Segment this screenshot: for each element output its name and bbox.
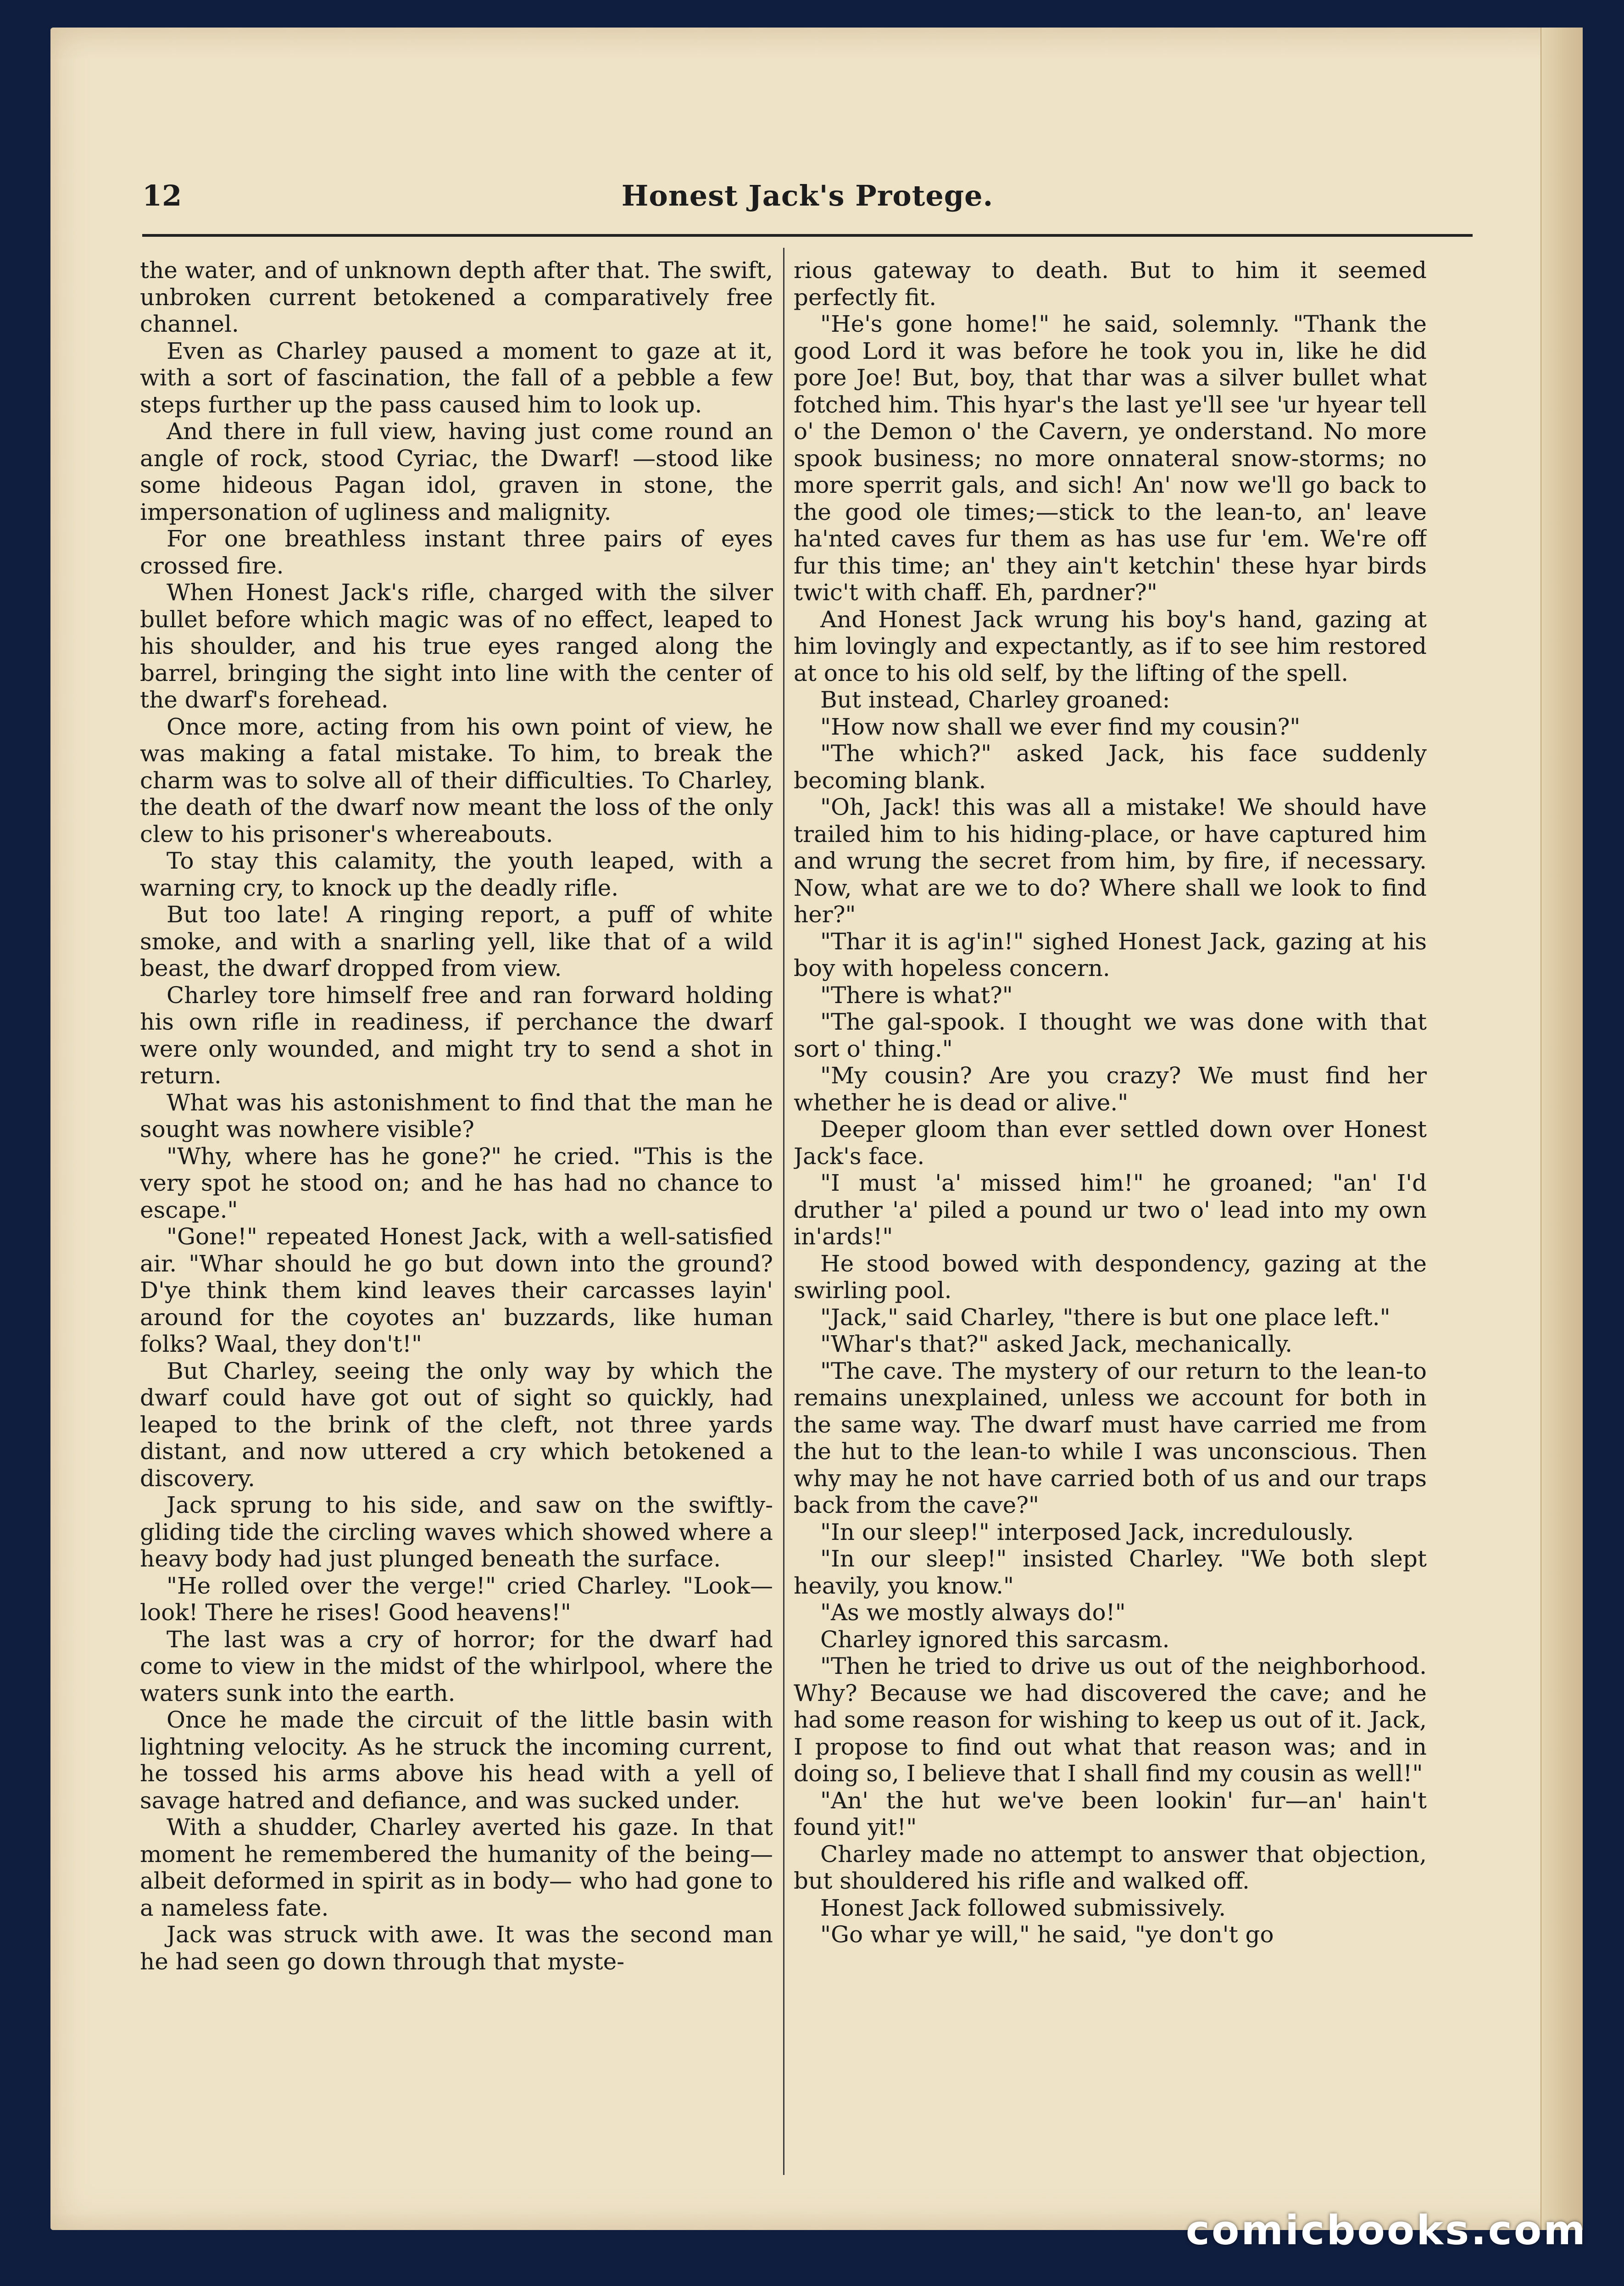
paragraph: He stood bowed with despondency, gazing at the swirling pool. bbox=[794, 1250, 1427, 1304]
paragraph: "He rolled over the verge!" cried Charley. "Look—look! There he rises! Good heavens!" bbox=[140, 1572, 773, 1626]
paragraph: To stay this calamity, the youth leaped, with a warning cry, to knock up the deadly rifle. bbox=[140, 847, 773, 901]
paragraph: Once more, acting from his own point of view, he was making a fatal mistake. To him, to break the charm was to solve all of their difficulties. To Charley, the death of the dwarf now meant the loss of the only clew to his prisoner's whereabouts. bbox=[140, 713, 773, 847]
paragraph: "How now shall we ever find my cousin?" bbox=[820, 713, 1301, 740]
paragraph: "In our sleep!" interposed Jack, incredulously. bbox=[820, 1518, 1354, 1545]
paragraph: Jack sprung to his side, and saw on the swiftly-gliding tide the circling waves which showed where a heavy body had just plunged beneath the surface. bbox=[140, 1492, 773, 1572]
paragraph: The last was a cry of horror; for the dwarf had come to view in the midst of the whirlpool, where the waters sunk into the earth. bbox=[140, 1626, 773, 1706]
paragraph: "Then he tried to drive us out of the neighborhood. Why? Because we had discovered the cave; and he had some reason for wishing to keep us out of it. Jack, I propose to find out what that reason was; and in doing so, I believe that I shall find my cousin as well!" bbox=[794, 1653, 1427, 1787]
page-header bbox=[142, 165, 1473, 237]
page-title: Honest Jack's Protege. bbox=[621, 179, 994, 212]
page-spine bbox=[1541, 28, 1583, 2230]
paragraph: But too late! A ringing report, a puff of white smoke, and with a snarling yell, like that of a wild beast, the dwarf dropped from view. bbox=[140, 901, 773, 981]
paragraph: "Whar's that?" asked Jack, mechanically. bbox=[820, 1331, 1293, 1357]
paragraph: Jack was struck with awe. It was the second man he had seen go down through that myste- bbox=[140, 1921, 773, 1975]
paragraph: "My cousin? Are you crazy? We must find her whether he is dead or alive." bbox=[794, 1062, 1427, 1116]
paragraph: "Why, where has he gone?" he cried. "This is the very spot he stood on; and he has had no chance to escape." bbox=[140, 1143, 773, 1223]
paragraph: And there in full view, having just come round an angle of rock, stood Cyriac, the Dwarf! —stood like some hideous Pagan idol, graven in stone, the impersonation of ugliness and malignity. bbox=[140, 418, 773, 525]
paragraph: "Gone!" repeated Honest Jack, with a well-satisfied air. "Whar should he go but down into the ground? D'ye think them kind leaves their carcasses layin' around for the coyotes an' buzzards, like human folks? Waal, they don't!" bbox=[140, 1223, 773, 1357]
right-column bbox=[794, 257, 1427, 2175]
paragraph: Charley made no attempt to answer that objection, but shouldered his rifle and walked off. bbox=[794, 1840, 1427, 1894]
paragraph: rious gateway to death. But to him it seemed perfectly fit. bbox=[794, 257, 1427, 311]
paragraph: "Go whar ye will," he said, "ye don't go bbox=[820, 1921, 1274, 1948]
paragraph: For one breathless instant three pairs of eyes crossed fire. bbox=[140, 525, 773, 579]
paragraph: What was his astonishment to find that the man he sought was nowhere visible? bbox=[140, 1089, 773, 1143]
paragraph: Charley tore himself free and ran forward holding his own rifle in readiness, if perchance the dwarf were only wounded, and might try to send a shot in return. bbox=[140, 981, 773, 1089]
paragraph: "He's gone home!" he said, solemnly. "Thank the good Lord it was before he took you in, like he did pore Joe! But, boy, that thar was a silver bullet what fotched him. This hyar's the last ye'll see 'ur hyear tell o' the Demon o' the Cavern, ye onderstand. No more spook business; no more onnateral snow-storms; no more sperrit gals, and sich! An' now we'll go back to the good ole times;—stick to the lean-to, an' leave ha'nted caves fur them as has use fur 'em. We're off fur this time; an' they ain't ketchin' these hyar birds twic't with chaff. Eh, pardner?" bbox=[794, 311, 1427, 606]
paragraph: Charley ignored this sarcasm. bbox=[820, 1626, 1170, 1653]
paragraph: "The gal-spook. I thought we was done with that sort o' thing." bbox=[794, 1009, 1427, 1062]
page-number: 12 bbox=[142, 179, 182, 212]
paragraph: Deeper gloom than ever settled down over Honest Jack's face. bbox=[794, 1116, 1427, 1170]
column-divider bbox=[783, 248, 784, 2175]
paragraph: "Jack," said Charley, "there is but one place left." bbox=[820, 1304, 1390, 1331]
paragraph: "I must 'a' missed him!" he groaned; "an' I'd druther 'a' piled a pound ur two o' lead into my own in'ards!" bbox=[794, 1170, 1427, 1250]
paragraph: When Honest Jack's rifle, charged with the silver bullet before which magic was of no effect, leaped to his shoulder, and his true eyes ranged along the barrel, bringing the sight into line with the center of the dwarf's forehead. bbox=[140, 579, 773, 713]
paragraph: "There is what?" bbox=[820, 981, 1013, 1009]
magazine-page bbox=[50, 28, 1583, 2230]
paragraph: "An' the hut we've been lookin' fur—an' hain't found yit!" bbox=[794, 1787, 1427, 1840]
paragraph: But instead, Charley groaned: bbox=[820, 686, 1170, 713]
paragraph: Honest Jack followed submissively. bbox=[820, 1894, 1226, 1921]
paragraph: "The which?" asked Jack, his face suddenly becoming blank. bbox=[794, 740, 1427, 794]
paragraph: "As we mostly always do!" bbox=[820, 1599, 1126, 1626]
paragraph: "Thar it is ag'in!" sighed Honest Jack, gazing at his boy with hopeless concern. bbox=[794, 928, 1427, 981]
left-column bbox=[140, 257, 773, 2175]
paragraph: "The cave. The mystery of our return to the lean-to remains unexplained, unless we account for both in the same way. The dwarf must have carried me from the hut to the lean-to while I was unconscious. Then why may he not have carried both of us and our traps back from the cave?" bbox=[794, 1357, 1427, 1518]
paragraph: the water, and of unknown depth after that. The swift, unbroken current betokened a comparatively free channel. bbox=[140, 257, 773, 337]
paragraph: Even as Charley paused a moment to gaze at it, with a sort of fascination, the fall of a pebble a few steps further up the pass caused him to look up. bbox=[140, 337, 773, 418]
site-watermark: comicbooks.com bbox=[1185, 2207, 1587, 2254]
paragraph: Once he made the circuit of the little basin with lightning velocity. As he struck the incoming current, he tossed his arms above his head with a yell of savage hatred and defiance, and was sucked under. bbox=[140, 1706, 773, 1814]
paragraph: With a shudder, Charley averted his gaze. In that moment he remembered the humanity of the being—albeit deformed in spirit as in body— who had gone to a nameless fate. bbox=[140, 1814, 773, 1921]
paragraph: "In our sleep!" insisted Charley. "We both slept heavily, you know." bbox=[794, 1545, 1427, 1599]
paragraph: And Honest Jack wrung his boy's hand, gazing at him lovingly and expectantly, as if to see him restored at once to his old self, by the lifting of the spell. bbox=[794, 606, 1427, 686]
paragraph: "Oh, Jack! this was all a mistake! We should have trailed him to his hiding-place, or have captured him and wrung the secret from him, by fire, if necessary. Now, what are we to do? Where shall we look to find her?" bbox=[794, 794, 1427, 928]
paragraph: But Charley, seeing the only way by which the dwarf could have got out of sight so quickly, had leaped to the brink of the cleft, not three yards distant, and now uttered a cry which betokened a discovery. bbox=[140, 1357, 773, 1492]
